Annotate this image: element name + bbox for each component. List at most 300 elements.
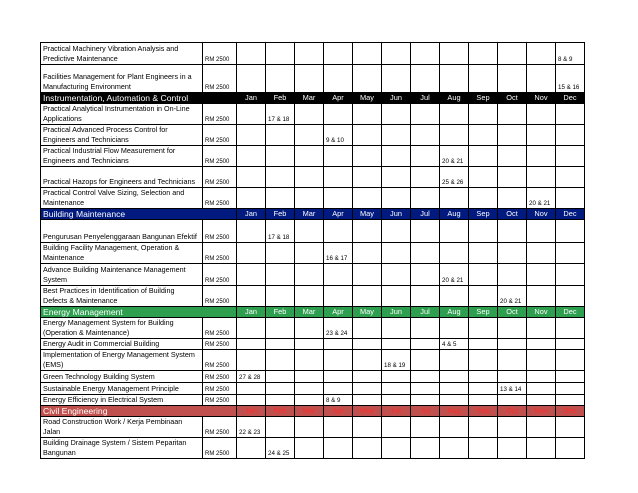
date-cell-jun — [382, 383, 411, 395]
date-cell-jul — [411, 43, 440, 65]
course-price: RM 2500 — [203, 438, 237, 459]
date-cell-jan — [237, 188, 266, 209]
date-cell-may — [353, 167, 382, 188]
date-cell-oct — [498, 125, 527, 146]
date-cell-jul — [411, 167, 440, 188]
section-title: Building Maintenance — [41, 209, 237, 220]
date-cell-aug — [440, 350, 469, 371]
date-cell-feb — [266, 43, 295, 65]
date-cell-dec — [556, 371, 585, 383]
date-cell-feb — [266, 125, 295, 146]
date-cell-nov — [527, 43, 556, 65]
date-cell-feb — [266, 167, 295, 188]
date-cell-apr — [324, 286, 353, 307]
date-cell-dec — [556, 264, 585, 286]
date-cell-mar — [295, 43, 324, 65]
date-cell-mar — [295, 318, 324, 339]
date-cell-sep — [469, 65, 498, 93]
date-cell-jul — [411, 371, 440, 383]
date-cell-feb — [266, 395, 295, 406]
month-header-may: May — [353, 406, 382, 417]
date-cell-jul — [411, 417, 440, 438]
month-header-jan: Jan — [237, 307, 266, 318]
course-name: Practical Advanced Process Control for Engineers and Technicians — [41, 125, 203, 146]
date-cell-mar — [295, 125, 324, 146]
section-header-row — [41, 307, 585, 318]
course-price: RM 2500 — [203, 43, 237, 65]
date-cell-jun — [382, 65, 411, 93]
date-cell-jul — [411, 383, 440, 395]
course-name: Practical Hazops for Engineers and Technicians — [41, 167, 203, 188]
course-price: RM 2500 — [203, 417, 237, 438]
course-name: Energy Efficiency in Electrical System — [41, 395, 203, 406]
month-header-sep: Sep — [469, 307, 498, 318]
date-cell-dec — [556, 104, 585, 125]
month-header-jul: Jul — [411, 307, 440, 318]
date-cell-aug — [440, 371, 469, 383]
date-cell-jan — [237, 220, 266, 243]
course-price: RM 2500 — [203, 65, 237, 93]
date-cell-nov — [527, 243, 556, 264]
date-cell-apr — [324, 417, 353, 438]
date-cell-sep — [469, 43, 498, 65]
date-cell-jun — [382, 286, 411, 307]
course-price: RM 2500 — [203, 350, 237, 371]
date-cell-apr — [324, 383, 353, 395]
date-cell-nov — [527, 371, 556, 383]
date-cell-oct — [498, 318, 527, 339]
month-header-nov: Nov — [527, 209, 556, 220]
date-cell-jan — [237, 243, 266, 264]
date-cell-jan — [237, 146, 266, 167]
course-row — [41, 65, 585, 93]
date-cell-jan — [237, 350, 266, 371]
date-cell-jan — [237, 383, 266, 395]
course-price: RM 2500 — [203, 383, 237, 395]
date-cell-sep — [469, 264, 498, 286]
month-header-aug: Aug — [440, 209, 469, 220]
date-cell-aug — [440, 220, 469, 243]
date-cell-mar — [295, 264, 324, 286]
date-cell-jul — [411, 286, 440, 307]
course-name: Pengurusan Penyelenggaraan Bangunan Efektif — [41, 220, 203, 243]
date-cell-jul — [411, 438, 440, 459]
month-header-jun: Jun — [382, 93, 411, 104]
course-row — [41, 350, 585, 371]
month-header-apr: Apr — [324, 406, 353, 417]
date-cell-may — [353, 243, 382, 264]
month-header-jun: Jun — [382, 209, 411, 220]
month-header-feb: Feb — [266, 93, 295, 104]
date-cell-may — [353, 350, 382, 371]
date-cell-apr — [324, 65, 353, 93]
date-cell-oct — [498, 167, 527, 188]
date-cell-feb — [266, 243, 295, 264]
course-name: Building Facility Management, Operation & Maintenance — [41, 243, 203, 264]
month-header-jul: Jul — [411, 93, 440, 104]
date-cell-sep — [469, 220, 498, 243]
date-cell-jun — [382, 417, 411, 438]
section-title: Civil Engineering — [41, 406, 237, 417]
date-cell-jun — [382, 318, 411, 339]
course-row — [41, 104, 585, 125]
date-cell-dec — [556, 220, 585, 243]
date-cell-sep — [469, 339, 498, 350]
date-cell-mar — [295, 371, 324, 383]
section-header-row — [41, 406, 585, 417]
date-cell-jul — [411, 339, 440, 350]
date-cell-apr — [324, 220, 353, 243]
month-header-nov: Nov — [527, 307, 556, 318]
date-cell-may — [353, 339, 382, 350]
date-cell-feb — [266, 383, 295, 395]
date-cell-feb — [266, 264, 295, 286]
date-cell-mar — [295, 104, 324, 125]
date-cell-oct — [498, 395, 527, 406]
date-cell-aug — [440, 104, 469, 125]
course-row — [41, 286, 585, 307]
course-name: Road Construction Work / Kerja Pembinaan Jalan — [41, 417, 203, 438]
course-price: RM 2500 — [203, 318, 237, 339]
date-cell-nov — [527, 318, 556, 339]
date-cell-oct: 20 & 21 — [498, 286, 527, 307]
course-price: RM 2500 — [203, 264, 237, 286]
date-cell-oct — [498, 339, 527, 350]
date-cell-mar — [295, 350, 324, 371]
date-cell-aug — [440, 383, 469, 395]
month-header-sep: Sep — [469, 209, 498, 220]
month-header-jul: Jul — [411, 406, 440, 417]
section-title: Instrumentation, Automation & Control — [41, 93, 237, 104]
date-cell-may — [353, 146, 382, 167]
date-cell-oct — [498, 438, 527, 459]
date-cell-mar — [295, 339, 324, 350]
date-cell-aug: 20 & 21 — [440, 264, 469, 286]
date-cell-feb — [266, 146, 295, 167]
date-cell-feb: 24 & 25 — [266, 438, 295, 459]
section-header-row — [41, 209, 585, 220]
date-cell-feb — [266, 417, 295, 438]
date-cell-may — [353, 188, 382, 209]
date-cell-jul — [411, 350, 440, 371]
course-row — [41, 125, 585, 146]
date-cell-may — [353, 43, 382, 65]
date-cell-dec: 15 & 16 — [556, 65, 585, 93]
date-cell-sep — [469, 350, 498, 371]
date-cell-feb — [266, 371, 295, 383]
date-cell-jun — [382, 125, 411, 146]
training-schedule-table — [40, 42, 585, 459]
course-name: Practical Machinery Vibration Analysis and Predictive Maintenance — [41, 43, 203, 65]
course-name: Best Practices in Identification of Building Defects & Maintenance — [41, 286, 203, 307]
course-price: RM 2500 — [203, 286, 237, 307]
date-cell-feb — [266, 188, 295, 209]
month-header-sep: Sep — [469, 93, 498, 104]
date-cell-oct — [498, 243, 527, 264]
date-cell-may — [353, 220, 382, 243]
date-cell-jan — [237, 339, 266, 350]
date-cell-nov — [527, 286, 556, 307]
date-cell-aug — [440, 243, 469, 264]
date-cell-sep — [469, 438, 498, 459]
date-cell-feb — [266, 339, 295, 350]
date-cell-jan — [237, 438, 266, 459]
course-price: RM 2500 — [203, 220, 237, 243]
date-cell-nov — [527, 104, 556, 125]
course-row — [41, 146, 585, 167]
date-cell-mar — [295, 243, 324, 264]
date-cell-sep — [469, 243, 498, 264]
date-cell-nov — [527, 220, 556, 243]
date-cell-sep — [469, 286, 498, 307]
date-cell-jun — [382, 220, 411, 243]
date-cell-sep — [469, 371, 498, 383]
date-cell-dec — [556, 383, 585, 395]
date-cell-mar — [295, 65, 324, 93]
date-cell-apr: 23 & 24 — [324, 318, 353, 339]
date-cell-jun: 18 & 19 — [382, 350, 411, 371]
date-cell-jun — [382, 371, 411, 383]
course-row — [41, 371, 585, 383]
month-header-may: May — [353, 307, 382, 318]
course-name: Implementation of Energy Management System (EMS) — [41, 350, 203, 371]
month-header-jan: Jan — [237, 406, 266, 417]
course-price: RM 2500 — [203, 167, 237, 188]
month-header-dec: Dec — [556, 307, 585, 318]
date-cell-dec — [556, 339, 585, 350]
course-row — [41, 339, 585, 350]
course-row — [41, 395, 585, 406]
month-header-mar: Mar — [295, 406, 324, 417]
date-cell-mar — [295, 417, 324, 438]
date-cell-dec — [556, 417, 585, 438]
date-cell-apr — [324, 438, 353, 459]
course-row — [41, 43, 585, 65]
course-row — [41, 220, 585, 243]
course-name: Building Drainage System / Sistem Peparitan Bangunan — [41, 438, 203, 459]
course-row — [41, 264, 585, 286]
date-cell-aug — [440, 286, 469, 307]
month-header-feb: Feb — [266, 209, 295, 220]
month-header-nov: Nov — [527, 406, 556, 417]
course-name: Practical Analytical Instrumentation in On-Line Applications — [41, 104, 203, 125]
date-cell-nov — [527, 339, 556, 350]
month-header-mar: Mar — [295, 209, 324, 220]
month-header-apr: Apr — [324, 209, 353, 220]
date-cell-oct — [498, 104, 527, 125]
date-cell-oct: 13 & 14 — [498, 383, 527, 395]
month-header-dec: Dec — [556, 406, 585, 417]
month-header-feb: Feb — [266, 307, 295, 318]
date-cell-dec — [556, 286, 585, 307]
month-header-dec: Dec — [556, 93, 585, 104]
date-cell-mar — [295, 146, 324, 167]
course-name: Advance Building Maintenance Management System — [41, 264, 203, 286]
month-header-apr: Apr — [324, 93, 353, 104]
date-cell-aug — [440, 65, 469, 93]
date-cell-sep — [469, 167, 498, 188]
date-cell-jan: 22 & 23 — [237, 417, 266, 438]
section-title: Energy Management — [41, 307, 237, 318]
course-row — [41, 383, 585, 395]
date-cell-mar — [295, 188, 324, 209]
date-cell-apr — [324, 339, 353, 350]
date-cell-jun — [382, 395, 411, 406]
date-cell-jul — [411, 264, 440, 286]
date-cell-jul — [411, 125, 440, 146]
date-cell-sep — [469, 104, 498, 125]
course-price: RM 2500 — [203, 104, 237, 125]
date-cell-may — [353, 65, 382, 93]
date-cell-apr: 8 & 9 — [324, 395, 353, 406]
date-cell-apr — [324, 264, 353, 286]
date-cell-may — [353, 286, 382, 307]
course-name: Practical Industrial Flow Measurement for Engineers and Technicians — [41, 146, 203, 167]
date-cell-mar — [295, 438, 324, 459]
date-cell-sep — [469, 125, 498, 146]
date-cell-apr — [324, 371, 353, 383]
date-cell-nov — [527, 65, 556, 93]
date-cell-sep — [469, 383, 498, 395]
date-cell-jan: 27 & 28 — [237, 371, 266, 383]
month-header-oct: Oct — [498, 209, 527, 220]
date-cell-aug — [440, 188, 469, 209]
date-cell-may — [353, 395, 382, 406]
date-cell-jul — [411, 188, 440, 209]
date-cell-dec — [556, 350, 585, 371]
date-cell-nov — [527, 146, 556, 167]
month-header-jan: Jan — [237, 93, 266, 104]
date-cell-dec — [556, 188, 585, 209]
course-price: RM 2500 — [203, 339, 237, 350]
date-cell-nov — [527, 264, 556, 286]
month-header-mar: Mar — [295, 93, 324, 104]
date-cell-nov — [527, 125, 556, 146]
date-cell-feb — [266, 318, 295, 339]
date-cell-jun — [382, 264, 411, 286]
date-cell-aug — [440, 417, 469, 438]
course-name: Practical Control Valve Sizing, Selection and Maintenance — [41, 188, 203, 209]
date-cell-jan — [237, 286, 266, 307]
date-cell-feb — [266, 350, 295, 371]
date-cell-feb: 17 & 18 — [266, 104, 295, 125]
course-row — [41, 188, 585, 209]
date-cell-feb: 17 & 18 — [266, 220, 295, 243]
date-cell-aug — [440, 395, 469, 406]
course-name: Facilities Management for Plant Engineers in a Manufacturing Environment — [41, 65, 203, 93]
date-cell-nov — [527, 350, 556, 371]
date-cell-aug — [440, 43, 469, 65]
date-cell-jan — [237, 104, 266, 125]
month-header-jan: Jan — [237, 209, 266, 220]
date-cell-apr — [324, 350, 353, 371]
date-cell-jun — [382, 438, 411, 459]
month-header-oct: Oct — [498, 307, 527, 318]
date-cell-dec — [556, 318, 585, 339]
course-row — [41, 318, 585, 339]
date-cell-may — [353, 371, 382, 383]
date-cell-jan — [237, 264, 266, 286]
date-cell-jun — [382, 43, 411, 65]
course-price: RM 2500 — [203, 146, 237, 167]
month-header-aug: Aug — [440, 93, 469, 104]
date-cell-sep — [469, 318, 498, 339]
date-cell-feb — [266, 286, 295, 307]
date-cell-jun — [382, 146, 411, 167]
date-cell-mar — [295, 286, 324, 307]
course-name: Energy Audit in Commercial Building — [41, 339, 203, 350]
date-cell-jan — [237, 65, 266, 93]
month-header-jun: Jun — [382, 406, 411, 417]
date-cell-mar — [295, 395, 324, 406]
date-cell-aug: 20 & 21 — [440, 146, 469, 167]
month-header-may: May — [353, 93, 382, 104]
date-cell-nov — [527, 438, 556, 459]
month-header-aug: Aug — [440, 307, 469, 318]
date-cell-apr — [324, 104, 353, 125]
date-cell-jul — [411, 146, 440, 167]
date-cell-jun — [382, 188, 411, 209]
month-header-oct: Oct — [498, 406, 527, 417]
date-cell-aug: 25 & 26 — [440, 167, 469, 188]
date-cell-jun — [382, 243, 411, 264]
date-cell-jun — [382, 104, 411, 125]
course-name: Sustainable Energy Management Principle — [41, 383, 203, 395]
date-cell-jan — [237, 318, 266, 339]
date-cell-dec — [556, 125, 585, 146]
date-cell-nov — [527, 167, 556, 188]
date-cell-oct — [498, 371, 527, 383]
date-cell-oct — [498, 220, 527, 243]
date-cell-apr: 9 & 10 — [324, 125, 353, 146]
course-row — [41, 243, 585, 264]
month-header-feb: Feb — [266, 406, 295, 417]
date-cell-oct — [498, 350, 527, 371]
date-cell-oct — [498, 188, 527, 209]
date-cell-jul — [411, 104, 440, 125]
date-cell-sep — [469, 146, 498, 167]
date-cell-apr: 16 & 17 — [324, 243, 353, 264]
date-cell-mar — [295, 220, 324, 243]
date-cell-jan — [237, 43, 266, 65]
date-cell-jul — [411, 65, 440, 93]
date-cell-jun — [382, 167, 411, 188]
date-cell-apr — [324, 146, 353, 167]
month-header-aug: Aug — [440, 406, 469, 417]
month-header-nov: Nov — [527, 93, 556, 104]
date-cell-jan — [237, 125, 266, 146]
course-name: Energy Management System for Building (Operation & Maintenance) — [41, 318, 203, 339]
date-cell-apr — [324, 188, 353, 209]
date-cell-jul — [411, 220, 440, 243]
month-header-jul: Jul — [411, 209, 440, 220]
date-cell-oct — [498, 65, 527, 93]
date-cell-nov: 20 & 21 — [527, 188, 556, 209]
date-cell-mar — [295, 383, 324, 395]
course-row — [41, 438, 585, 459]
month-header-dec: Dec — [556, 209, 585, 220]
date-cell-may — [353, 125, 382, 146]
date-cell-dec — [556, 438, 585, 459]
course-price: RM 2500 — [203, 188, 237, 209]
month-header-jun: Jun — [382, 307, 411, 318]
month-header-may: May — [353, 209, 382, 220]
date-cell-dec — [556, 167, 585, 188]
date-cell-may — [353, 264, 382, 286]
course-price: RM 2500 — [203, 243, 237, 264]
date-cell-jun — [382, 339, 411, 350]
date-cell-oct — [498, 264, 527, 286]
